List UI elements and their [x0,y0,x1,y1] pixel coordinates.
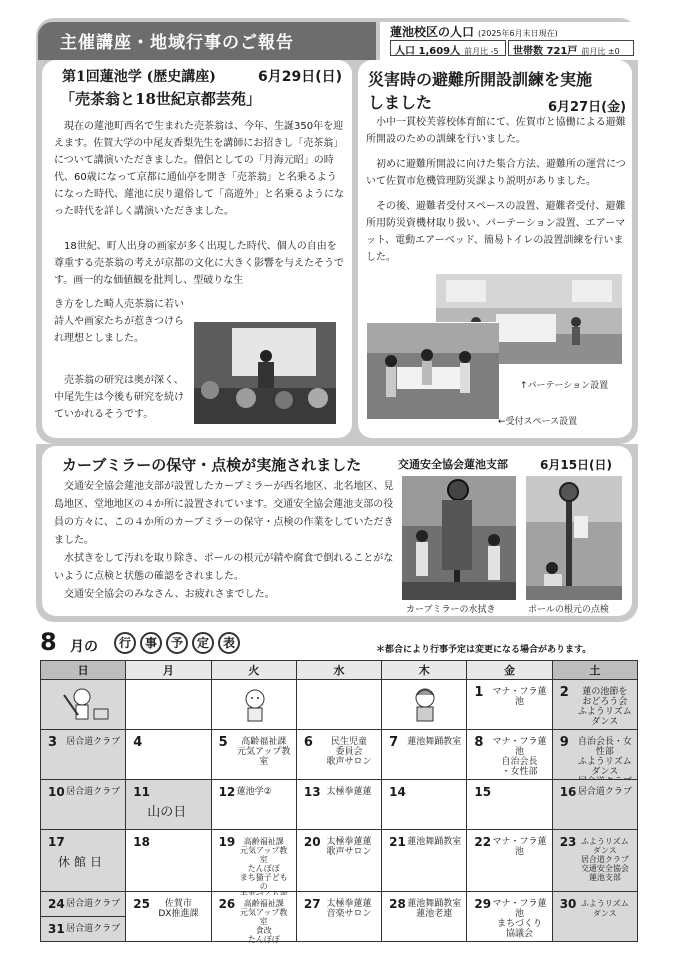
day-number: 5 [218,735,228,751]
calendar-day-26 [211,891,296,944]
day-events: 蓮池学② [236,787,272,798]
day-events: マナ・フラ蓮池 [492,837,547,858]
calendar-day-17 [41,830,126,891]
day-events: マナ・フラ蓮池 自治会長 ・女性部 [492,737,547,778]
calendar-day-21 [382,830,467,891]
article-a-date: 6月29日(日) [258,69,343,85]
calendar-day-18 [126,830,211,891]
day-events: 高齢福祉課 元気アップ教室 [237,737,291,768]
calendar-day-23 [552,830,637,891]
day-number: 24 [48,896,65,911]
household-count [508,40,634,56]
household-count-change: 前月比 ±0 [581,47,620,56]
child-illustration [225,685,285,723]
calendar-day-16 [552,780,637,830]
calendar-day-14 [382,780,467,830]
calendar-day-6 [296,730,381,780]
article-c-paragraph-3: 交通安全協会のみなさん、お疲れさまでした。 [64,589,275,600]
calendar-week [41,680,638,730]
day-events: マナ・フラ蓮池 [492,687,547,708]
calendar-day-8 [467,730,552,780]
day-events: マナ・フラ蓮池 まちづくり 協議会 [492,898,547,939]
article-b-paragraph-1: 小中一貫校芙蓉校体育館にて、佐賀市と協働による避難所開設のための訓練を行いました。 [366,117,626,145]
day-number: 31 [48,921,65,936]
article-a-paragraph-4: 売茶翁の研究は奥が深く、中尾先生は今後も研究を続けていかれるそうです。 [54,375,184,420]
calendar-day-10 [41,780,126,830]
article-a-title: 第1回蓮池学 (歴史講座) [62,69,216,85]
day-events: 居合道クラブ [66,898,121,909]
calendar-day-2 [552,680,637,730]
calendar-day-20 [296,830,381,891]
calendar-day-4 [126,730,211,780]
day-number: 29 [474,896,492,911]
calendar-week [41,780,638,830]
calendar-empty-cell [126,680,211,730]
article-evacuation-drill [358,60,632,438]
day-number: 19 [218,835,236,850]
population-count-change: 前月比 -5 [464,47,499,56]
day-events: 居合道クラブ [66,923,121,934]
calendar-day-15 [467,780,552,830]
day-number: 9 [559,735,569,751]
lecture-photo [194,322,336,424]
pole-inspection-photo [526,476,622,600]
closed-day-label: 休館日 [58,855,107,870]
day-number: 28 [389,896,406,911]
mirror-wiping-caption: カーブミラーの水拭き [406,605,496,615]
calendar-week [41,730,638,780]
day-events: 居合道クラブ [577,787,632,798]
calendar-day-27 [296,891,381,941]
calendar-day-13 [296,780,381,830]
day-number: 4 [133,735,143,751]
day-number: 14 [389,785,406,800]
day-number: 6 [303,735,313,751]
population-date-note: (2025年6月末日現在) [478,29,558,38]
article-c-date: 6月15日(日) [540,458,613,472]
day-events: 太極拳蓮蓮 歌声サロン [326,837,372,858]
elder-illustration [395,685,455,723]
children-cleaning-illustration [54,685,114,723]
article-b-date: 6月27日(金) [548,100,627,115]
calendar-day-25 [126,891,211,941]
calendar-day-24 [41,891,126,916]
partition-caption: ↑パーテーション設置 [520,381,609,391]
weekday-header-row [41,661,638,680]
day-events: 居合道クラブ [66,787,121,798]
calendar-empty-cell [382,680,467,730]
population-count-label: 人口 1,609人 [395,46,461,57]
article-c-paragraph-1: 交通安全協会蓮池支部が設置したカーブミラーが西名地区、北名地区、見島地区、堂地地区の４か所に設置されています。交通安全協会蓮池支部の役員の方々に、この４か所のカーブミラーの保守・点検の作業をしていただきました。 [54,481,394,546]
article-a-paragraph-2: 18世紀、町人出身の画家が多く出現した時代、個人の自由を尊重する売茶翁の考えが京都の文化に大きく影響を与えたそうです。画一的な価値観を批判し、型破りな生 [54,241,344,286]
day-events: 民生児童 委員会 歌声サロン [326,737,372,768]
reception-setup-photo [366,322,498,418]
article-b-title: 災害時の避難所開設訓練を実施しました [368,70,593,112]
day-number: 17 [48,835,65,850]
day-number: 30 [559,896,577,911]
day-number: 26 [218,896,236,911]
article-c-organization: 交通安全協会蓮池支部 [398,458,508,471]
day-events: ふようリズムダンス 居合道クラブ 交通安全協会 蓮池支部 [580,837,629,883]
population-box [380,22,638,60]
calendar-empty-cell [211,680,296,730]
calendar-week [41,830,638,891]
day-number: 13 [303,785,321,800]
calendar-day-3 [41,730,126,780]
article-b-paragraph-2: 初めに避難所開設に向けた集合方法、避難所の運営について佐賀市危機管理防災課より説明がありました。 [366,159,626,187]
day-number: 12 [218,785,236,800]
day-events: 太極拳蓮蓮 音楽サロン [326,898,372,919]
pole-inspection-caption: ポールの根元の点検 [528,605,609,615]
day-number: 15 [474,785,492,800]
day-events: 蓮池舞踊教室 [407,737,462,748]
day-events: 蓮池舞踊教室 [407,837,462,848]
calendar-empty-cell [41,680,126,730]
calendar-day-29 [467,891,552,941]
day-number: 3 [48,735,58,751]
calendar-day-12 [211,780,296,830]
calendar-title-char: 事 [140,632,162,654]
population-title [390,23,558,40]
day-events: 自治会長・女性部 ふようリズムダンス [577,737,632,778]
calendar-title-char: 予 [166,632,188,654]
calendar-day-5 [211,730,296,780]
mirror-wiping-photo [402,476,516,600]
day-number: 2 [559,685,569,701]
calendar-day-31 [41,916,126,941]
day-number: 10 [48,785,65,800]
article-c-title: カーブミラーの保守・点検が実施されました [62,456,362,474]
calendar-note: ＊都合により行事予定は変更になる場合があります。 [376,645,592,655]
calendar-month-suffix: 月の [70,639,98,655]
day-events: 高齢福祉課 元気アップ教室 食改 たんぽぽ [239,898,288,944]
event-calendar [40,660,638,942]
calendar-day-22 [467,830,552,891]
population-count [390,40,506,56]
day-events: 蓮池舞踊教室 蓮池老連 [407,898,462,919]
calendar-day-11 [126,780,211,830]
population-title-text: 蓮池校区の人口 [390,25,475,39]
weekday-tue: 火 [211,661,296,680]
article-a-paragraph-3: き方をした畸人売茶翁に若い詩人や画家たちが惹きつけられ理想としました。 [54,299,184,344]
calendar-day-7 [382,730,467,780]
day-events: 居合道クラブ [66,737,121,748]
day-number: 1 [474,685,484,701]
calendar-day-28 [382,891,467,941]
calendar-month: 8 [40,628,57,656]
weekday-mon: 月 [126,661,211,680]
article-a-paragraph-1: 現在の蓮池町西名で生まれた売茶翁は、今年、生誕350年を迎えます。佐賀大学の中尾友香梨先生を講師にお招きし「売茶翁」について講演いただきました。僧侶としての「月海元昭」の時代、60歳になって京都に通仙亭を開き「売茶翁」と名乗るようになった時代、蓮池に戻り還俗して「高遊外」と名乗るようになった時代を詳しく講演いただきました。 [54,121,344,217]
weekday-fri: 金 [467,661,552,680]
calendar-title-char: 定 [192,632,214,654]
calendar-day-19 [211,830,296,891]
calendar-day-9 [552,730,637,780]
day-number: 20 [303,835,321,850]
article-history-lecture [42,60,352,438]
calendar-title-char: 表 [218,632,240,654]
holiday-label: 山の日 [147,805,187,821]
article-c-paragraph-2: 水拭きをして汚れを取り除き、ポールの根元が錆や腐食で倒れることがないように点検と状態の確認をされました。 [54,553,394,582]
section-title: 主催講座・地域行事のご報告 [38,22,376,60]
calendar-title-char: 行 [114,632,136,654]
day-number: 16 [559,785,577,800]
day-events: 蓮の池節を おどろう会 ふようリズムダンス [577,687,632,728]
day-number: 23 [559,835,577,850]
calendar-week [41,891,638,916]
day-number: 18 [133,835,150,850]
household-count-label: 世帯数 721戸 [513,46,578,57]
day-number: 8 [474,735,484,751]
day-events: 佐賀市 DX推進課 [158,898,199,919]
reception-caption: ←受付スペース設置 [498,417,578,427]
weekday-sat: 土 [552,661,637,680]
day-events: 高齢福祉課 元気アップ教室 たんぽぽ まち猫子どもの [239,837,288,892]
calendar-day-30 [552,891,637,941]
day-events: 太極拳蓮蓮 [326,787,372,798]
day-number: 21 [389,835,406,850]
weekday-wed: 水 [296,661,381,680]
weekday-sun: 日 [41,661,126,680]
article-a-subtitle: 「売茶翁と18世紀京都芸苑」 [60,90,261,108]
day-number: 25 [133,896,150,911]
day-number: 22 [474,835,492,850]
article-curve-mirror [42,446,632,616]
day-events: ふようリズムダンス [580,898,629,918]
weekday-thu: 木 [382,661,467,680]
calendar-day-1 [467,680,552,730]
day-number: 11 [133,785,150,800]
calendar-header [40,628,640,658]
day-number: 27 [303,896,321,911]
article-b-paragraph-3: その後、避難者受付スペースの設置、避難者受付、避難所用防災資機材取り扱い、パーテーション設置、エアーマット、電動エアーベッド、簡易トイレの設置訓練を行いました。 [366,201,626,263]
day-number: 7 [389,735,399,751]
calendar-empty-cell [296,680,381,730]
